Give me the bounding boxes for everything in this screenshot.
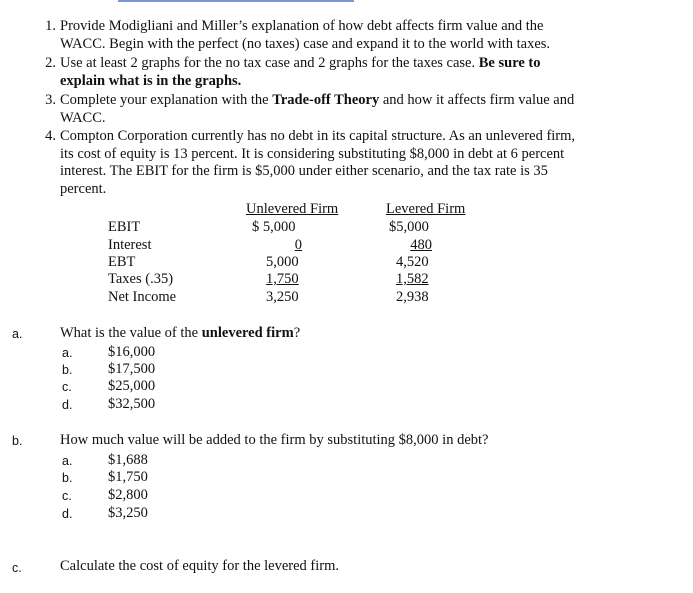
- option-letter: c.: [62, 489, 72, 503]
- row-label: Net Income: [108, 289, 177, 305]
- levered-value: 2,938: [396, 289, 429, 305]
- top-border-line: [118, 0, 354, 2]
- question-3-text: Complete your explanation with the: [60, 92, 273, 108]
- question-1-line-2: WACC. Begin with the perfect (no taxes) case and expand it to the world with taxes.: [60, 35, 551, 52]
- question-1-line-1: Provide Modigliani and Miller’s explanation of how debt affects firm value and the: [60, 18, 544, 34]
- unlevered-value: 5,000: [266, 254, 299, 270]
- option-letter: a.: [62, 346, 73, 360]
- column-header-unlevered: Unlevered Firm: [246, 201, 339, 217]
- option-value: $16,000: [108, 344, 156, 360]
- question-4-line-3: interest. The EBIT for the firm is $5,000 under either scenario, and the tax rate is 35: [60, 163, 548, 179]
- option-letter: d.: [62, 398, 73, 412]
- column-header-levered: Levered Firm: [386, 201, 466, 217]
- question-number: 4.: [45, 128, 56, 144]
- levered-value: $5,000: [389, 219, 429, 235]
- question-4-line-1: Compton Corporation currently has no debt in its capital structure. As an unlevered firm,: [60, 128, 576, 144]
- part-a-text: What is the value of the: [60, 325, 202, 341]
- question-4-line-4: percent.: [60, 180, 107, 197]
- part-letter: b.: [12, 434, 23, 448]
- option-letter: b.: [62, 363, 73, 377]
- question-2-emphasis: Be sure to: [478, 55, 541, 71]
- part-a-question: [60, 325, 300, 343]
- option-value: $2,800: [108, 487, 148, 503]
- row-label: EBT: [108, 254, 136, 270]
- option-letter: d.: [62, 507, 73, 521]
- question-3-line-2: WACC.: [60, 109, 106, 126]
- question-3-line-1: [60, 92, 660, 110]
- part-a-text-end: ?: [293, 325, 301, 341]
- row-label: EBIT: [108, 219, 141, 235]
- option-value: $25,000: [108, 378, 156, 394]
- levered-value: 4,520: [396, 254, 429, 270]
- levered-value: 480: [410, 237, 432, 253]
- row-label: Interest: [108, 237, 152, 253]
- unlevered-value: 1,750: [266, 271, 299, 287]
- row-label: Taxes (.35): [108, 271, 174, 287]
- unlevered-value: 3,250: [266, 289, 299, 305]
- option-value: $32,500: [108, 396, 156, 412]
- part-c-question: Calculate the cost of equity for the levered firm.: [60, 558, 340, 574]
- trade-off-theory-term: Trade-off Theory: [272, 92, 380, 108]
- part-letter: a.: [12, 327, 23, 341]
- option-value: $1,688: [108, 452, 148, 468]
- question-2-text: Use at least 2 graphs for the no tax case and 2 graphs for the taxes case.: [60, 55, 479, 71]
- question-number: 2.: [45, 55, 56, 71]
- option-letter: b.: [62, 471, 73, 485]
- question-4-line-2: its cost of equity is 13 percent. It is considering substituting $8,000 in debt at 6 percent: [60, 145, 565, 162]
- question-2-line-1: [60, 55, 660, 73]
- unlevered-value: 0: [294, 237, 302, 253]
- option-letter: c.: [62, 380, 72, 394]
- question-2-line-2: [60, 73, 660, 91]
- option-value: $1,750: [108, 469, 148, 485]
- part-letter: c.: [12, 561, 22, 575]
- option-value: $3,250: [108, 505, 148, 521]
- question-3-text-cont: and how it affects firm value and: [379, 92, 575, 108]
- option-value: $17,500: [108, 361, 156, 377]
- levered-value: 1,582: [396, 271, 429, 287]
- question-2-emphasis-cont: explain what is in the graphs.: [60, 72, 242, 89]
- unlevered-value: $ 5,000: [252, 219, 296, 235]
- question-number: 3.: [45, 92, 56, 108]
- unlevered-firm-term: unlevered firm: [201, 325, 294, 341]
- option-letter: a.: [62, 454, 73, 468]
- part-b-question: How much value will be added to the firm by substituting $8,000 in debt?: [60, 432, 489, 448]
- question-number: 1.: [45, 18, 56, 34]
